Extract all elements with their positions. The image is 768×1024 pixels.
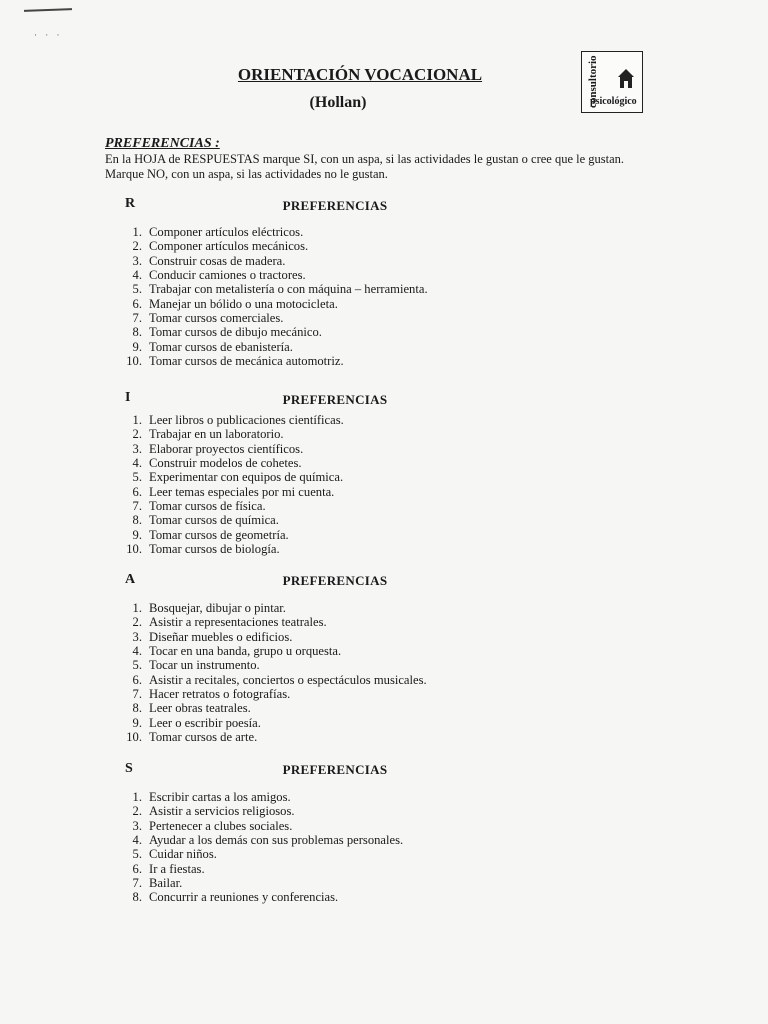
section-letter: A [125,572,136,587]
item-text: Ayudar a los demás con sus problemas personales. [149,833,404,848]
list-item [118,254,428,268]
item-text: Tomar cursos de ebanistería. [149,339,293,354]
list-item [118,542,344,556]
instruction-line: Marque NO, con un aspa, si las actividades no le gustan. [105,167,388,181]
item-text: Escribir cartas a los amigos. [149,790,291,804]
item-number: 7. [132,311,142,326]
list-item [118,673,427,687]
item-text: Tocar un instrumento. [149,658,260,673]
item-number: 10. [126,542,142,557]
list-item [118,890,403,904]
item-text: Tomar cursos de arte. [149,730,258,745]
list-item [118,716,427,730]
item-number: 4. [132,268,142,283]
item-text: Cuidar niños. [149,847,217,862]
item-text: Bailar. [149,876,183,891]
item-list [118,413,344,556]
item-text: Pertenecer a clubes sociales. [149,818,293,833]
list-item [118,413,344,427]
preferences-heading: PREFERENCIAS : [105,136,220,151]
item-text: Tocar en una banda, grupo u orquesta. [149,644,342,659]
list-item [118,862,403,876]
pen-mark [24,8,72,12]
item-text: Conducir camiones o tractores. [149,268,306,283]
item-number: 2. [132,239,142,254]
item-text: Bosquejar, dibujar o pintar. [149,601,286,615]
item-number: 8. [132,325,142,340]
item-text: Elaborar proyectos científicos. [149,441,304,456]
list-item [118,601,427,615]
item-list [118,225,428,368]
item-number: 9. [132,715,142,730]
document-subtitle: (Hollan) [309,94,367,111]
item-text: Leer o escribir poesía. [149,715,261,730]
item-text: Tomar cursos comerciales. [149,311,284,326]
item-text: Tomar cursos de biología. [149,542,280,557]
item-number: 5. [132,470,142,485]
corner-dots: · · · [34,30,63,40]
item-text: Tomar cursos de dibujo mecánico. [149,325,322,340]
item-text: Trabajar en un laboratorio. [149,427,284,442]
instruction-line: En la HOJA de RESPUESTAS marque SI, con un aspa, si las actividades le gustan o cree que le gustan. [105,152,625,166]
item-number: 1. [132,413,142,427]
item-number: 7. [132,687,142,702]
list-item [118,427,344,441]
item-number: 5. [132,847,142,862]
item-number: 4. [132,456,142,471]
list-item [118,354,428,368]
item-text: Leer obras teatrales. [149,701,251,716]
list-item [118,239,428,253]
item-text: Ir a fiestas. [149,861,205,876]
item-list [118,601,427,744]
item-text: Asistir a recitales, conciertos o espectáculos musicales. [149,672,427,687]
item-number: 2. [132,615,142,630]
item-text: Manejar un bólido o una motocicleta. [149,296,338,311]
list-item [118,456,344,470]
item-number: 1. [132,601,142,615]
section-heading: PREFERENCIAS [282,392,388,407]
list-item [118,282,428,296]
item-number: 3. [132,441,142,456]
item-text: Tomar cursos de física. [149,499,266,514]
list-item [118,701,427,715]
section-letter: R [125,196,136,211]
list-item [118,268,428,282]
list-item [118,470,344,484]
list-item [118,658,427,672]
list-item [118,790,403,804]
item-text: Construir cosas de madera. [149,253,286,268]
list-item [118,630,427,644]
logo-text: psicológico [590,96,637,107]
item-number: 3. [132,818,142,833]
list-item [118,730,427,744]
list-item [118,615,427,629]
list-item [118,513,344,527]
item-number: 5. [132,658,142,673]
item-number: 9. [132,339,142,354]
section-letter: S [125,761,133,776]
instructions [105,152,680,182]
house-icon [617,68,635,90]
list-item [118,847,403,861]
list-item [118,311,428,325]
item-text: Leer libros o publicaciones científicas. [149,413,344,427]
section-heading: PREFERENCIAS [282,198,388,213]
list-item [118,297,428,311]
item-text: Leer temas especiales por mi cuenta. [149,484,335,499]
list-item [118,225,428,239]
item-number: 6. [132,484,142,499]
item-number: 3. [132,253,142,268]
item-text: Tomar cursos de geometría. [149,527,289,542]
item-number: 1. [132,790,142,804]
item-number: 5. [132,282,142,297]
item-number: 8. [132,890,142,905]
logo-text-vertical: consultorio [587,55,599,108]
item-number: 8. [132,513,142,528]
item-text: Componer artículos mecánicos. [149,239,309,254]
item-text: Componer artículos eléctricos. [149,225,304,239]
item-number: 10. [126,354,142,369]
list-item [118,644,427,658]
list-item [118,876,403,890]
item-number: 4. [132,833,142,848]
list-item [118,819,403,833]
item-text: Asistir a representaciones teatrales. [149,615,327,630]
item-number: 6. [132,861,142,876]
list-item [118,528,344,542]
item-text: Asistir a servicios religiosos. [149,804,295,819]
item-text: Tomar cursos de mecánica automotriz. [149,354,344,369]
section-letter: I [125,390,131,405]
item-number: 3. [132,629,142,644]
item-text: Tomar cursos de química. [149,513,279,528]
list-item [118,325,428,339]
list-item [118,804,403,818]
item-number: 8. [132,701,142,716]
item-text: Construir modelos de cohetes. [149,456,302,471]
consultorio-logo [581,51,643,113]
item-number: 9. [132,527,142,542]
item-number: 4. [132,644,142,659]
item-text: Trabajar con metalistería o con máquina – herramienta. [149,282,428,297]
item-text: Experimentar con equipos de química. [149,470,344,485]
item-text: Hacer retratos o fotografías. [149,687,291,702]
list-item [118,833,403,847]
item-number: 2. [132,804,142,819]
item-text: Concurrir a reuniones y conferencias. [149,890,339,905]
item-number: 1. [132,225,142,239]
list-item [118,442,344,456]
list-item [118,485,344,499]
document-title: ORIENTACIÓN VOCACIONAL [237,65,483,84]
section-heading: PREFERENCIAS [282,762,388,777]
item-text: Diseñar muebles o edificios. [149,629,293,644]
item-number: 2. [132,427,142,442]
list-item [118,340,428,354]
section-heading: PREFERENCIAS [282,573,388,588]
item-number: 7. [132,499,142,514]
item-list [118,790,403,905]
list-item [118,687,427,701]
item-number: 6. [132,296,142,311]
item-number: 7. [132,876,142,891]
item-number: 6. [132,672,142,687]
list-item [118,499,344,513]
item-number: 10. [126,730,142,745]
